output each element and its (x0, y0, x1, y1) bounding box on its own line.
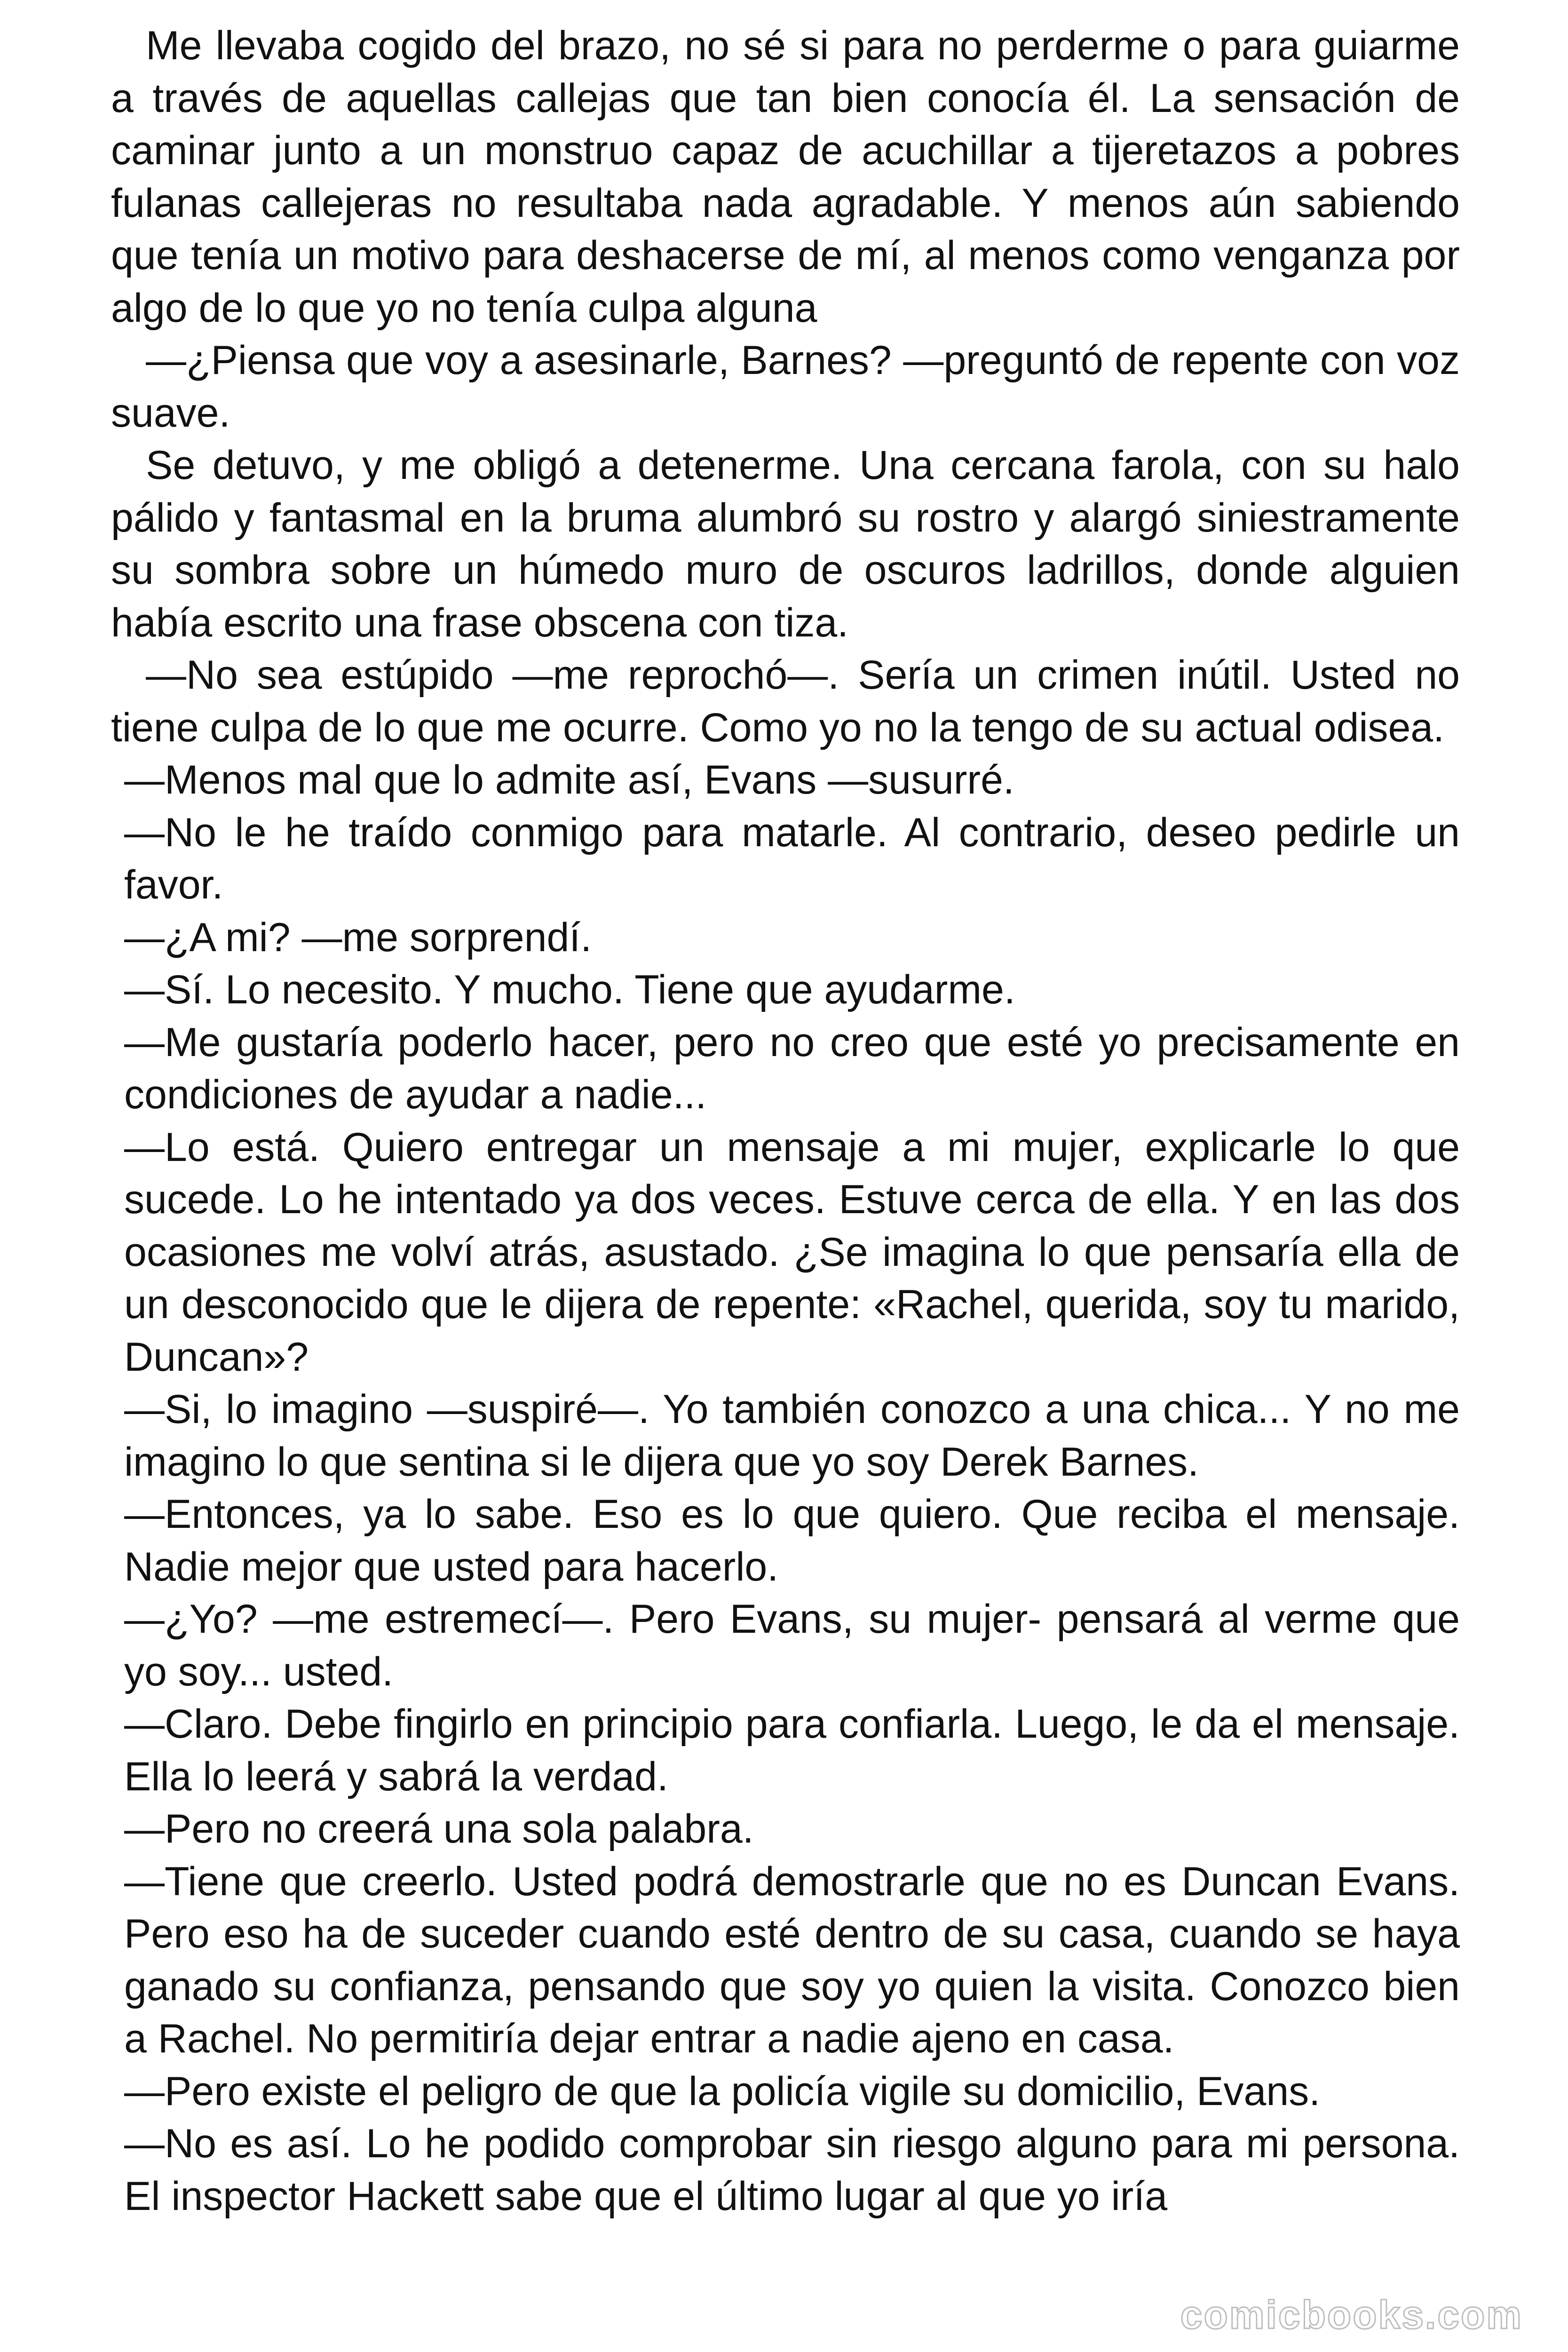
dialogue-line: —Tiene que creerlo. Usted podrá demostrarle que no es Duncan Evans. Pero eso ha de suceder cuando esté dentro de su casa, cuando se haya ganado su confianza, pensando que soy yo quien la visita. Conozco bien a Rachel. No permitiría dejar entrar a nadie ajeno en casa. (124, 1859, 1460, 2061)
dialogue-line: —Claro. Debe fingirlo en principio para confiarla. Luego, le da el mensaje. Ella lo leerá y sabrá la verdad. (124, 1701, 1460, 1799)
dialogue-line: —Menos mal que lo admite así, Evans —susurré. (124, 757, 1014, 803)
dialogue-line: —Sí. Lo necesito. Y mucho. Tiene que ayudarme. (124, 967, 1015, 1012)
dialogue-line: —Pero no creerá una sola palabra. (124, 1806, 754, 1851)
paragraph: —¿Piensa que voy a asesinarle, Barnes? —preguntó de repente con voz suave. (111, 338, 1460, 436)
dialogue-line: —No le he traído conmigo para matarle. Al contrario, deseo pedirle un favor. (124, 810, 1460, 907)
dialogue-line: —Si, lo imagino —suspiré—. Yo también conozco a una chica... Y no me imagino lo que sentina si le dijera que yo soy Derek Barnes. (124, 1387, 1460, 1485)
paragraph: Me llevaba cogido del brazo, no sé si para no perderme o para guiarme a través de aquellas callejas que tan bien conocía él. La sensación de caminar junto a un monstruo capaz de acuchillar a tijeretazos a pobres fulanas callejeras no resultaba nada agradable. Y menos aún sabiendo que tenía un motivo para deshacerse de mí, al menos como venganza por algo de lo que yo no tenía culpa alguna (111, 23, 1460, 331)
dialogue-line: —Pero existe el peligro de que la policía vigile su domicilio, Evans. (124, 2068, 1321, 2114)
dialogue-line: —Lo está. Quiero entregar un mensaje a mi mujer, explicarle lo que sucede. Lo he intentado ya dos veces. Estuve cerca de ella. Y en las dos ocasiones me volví atrás, asustado. ¿Se imagina lo que pensaría ella de un desconocido que le dijera de repente: «Rachel, querida, soy tu marido, Duncan»? (124, 1124, 1460, 1380)
dialogue-line: —¿Yo? —me estremecí—. Pero Evans, su mujer- pensará al verme que yo soy... usted. (124, 1597, 1460, 1694)
paragraph: Se detuvo, y me obligó a detenerme. Una cercana farola, con su halo pálido y fantasmal en la bruma alumbró su rostro y alargó siniestramente su sombra sobre un húmedo muro de oscuros ladrillos, donde alguien había escrito una frase obscena con tiza. (111, 443, 1460, 645)
dialogue-line: —¿A mi? —me sorprendí. (124, 914, 592, 960)
dialogue-line: —Entonces, ya lo sabe. Eso es lo que quiero. Que reciba el mensaje. Nadie mejor que usted para hacerlo. (124, 1492, 1460, 1589)
dialogue-line: —Me gustaría poderlo hacer, pero no creo que esté yo precisamente en condiciones de ayudar a nadie... (124, 1019, 1460, 1117)
watermark: comicbooks.com (1180, 2293, 1523, 2337)
dialogue-line: —No es así. Lo he podido comprobar sin riesgo alguno para mi persona. El inspector Hackett sabe que el último lugar al que yo iría (124, 2121, 1460, 2219)
book-page-text (111, 20, 1460, 2223)
paragraph: —No sea estúpido —me reprochó—. Sería un crimen inútil. Usted no tiene culpa de lo que me ocurre. Como yo no la tengo de su actual odisea. (111, 652, 1460, 750)
